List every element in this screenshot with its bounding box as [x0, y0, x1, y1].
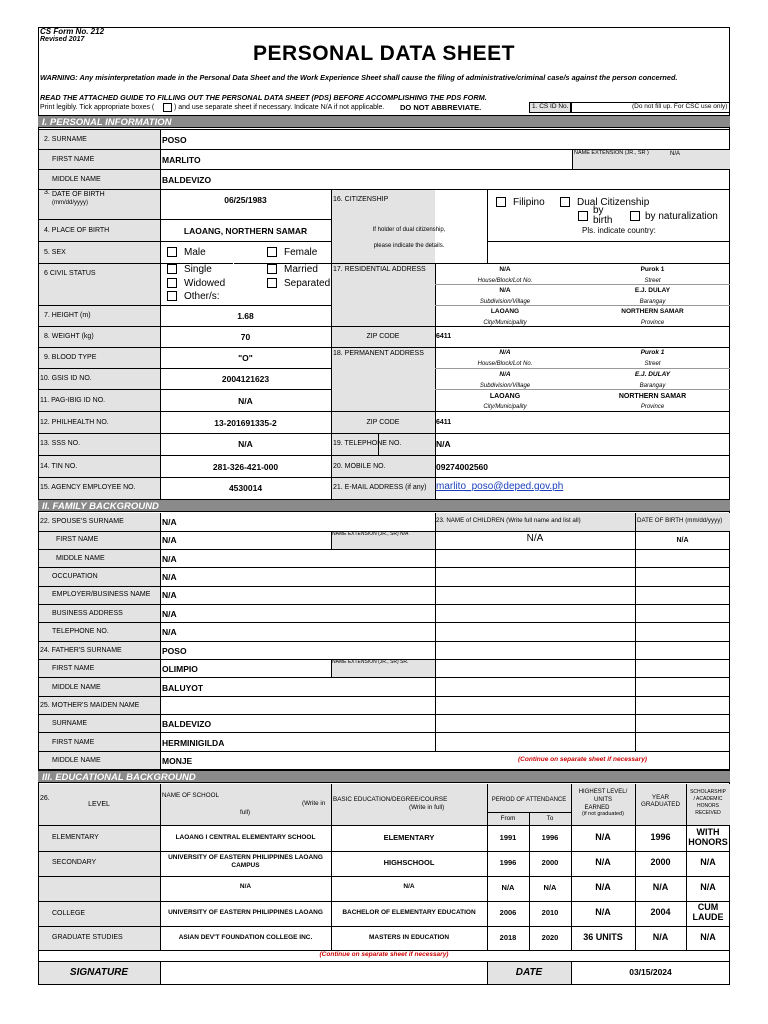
dual-citizenship-checkbox[interactable] [560, 197, 570, 207]
scholarship-header-b: / ACADEMIC [693, 796, 723, 802]
course-cell[interactable]: ELEMENTARY [383, 833, 435, 842]
occupation-label: OCCUPATION [52, 573, 98, 580]
units-cell[interactable]: N/A [595, 832, 611, 842]
agency-employee-label: 15. AGENCY EMPLOYEE NO. [40, 484, 136, 491]
philhealth-value[interactable]: 13-201691335-2 [214, 418, 277, 428]
pagibig-value[interactable]: N/A [238, 396, 253, 406]
perm-city-value[interactable]: LAOANG [489, 393, 521, 400]
father-surname-label: 24. FATHER'S SURNAME [40, 647, 122, 654]
filipino-label: Filipino [513, 197, 545, 208]
sex-label: 5. SEX [44, 249, 66, 256]
perm-barangay-caption: Barangay [639, 383, 666, 389]
weight-value[interactable]: 70 [240, 332, 251, 342]
mother-surname-label: SURNAME [52, 720, 88, 727]
res-barangay-caption: Barangay [639, 299, 666, 305]
res-street-caption: Street [644, 278, 661, 284]
year-cell[interactable]: 2004 [650, 907, 671, 917]
from-cell[interactable]: 2006 [499, 908, 517, 917]
father-surname-value[interactable]: POSO [162, 646, 187, 656]
height-label: 7. HEIGHT (m) [44, 312, 91, 319]
res-subdiv-value[interactable]: N/A [499, 287, 511, 294]
education-continue-note: (Continue on separate sheet if necessary) [319, 951, 449, 958]
by-birth-checkbox[interactable] [578, 211, 588, 221]
no-abbrev-text: DO NOT ABBREVIATE. [400, 103, 482, 112]
perm-zip-label: ZIP CODE [366, 419, 400, 426]
others-checkbox[interactable] [167, 291, 177, 301]
scholarship-header-d: RECEIVED [695, 810, 721, 816]
honors-cell-line2[interactable]: LAUDE [692, 912, 724, 922]
spouse-first-label: FIRST NAME [56, 536, 99, 543]
single-label: Single [184, 264, 212, 275]
res-zip-value[interactable]: 6411 [436, 333, 452, 340]
to-cell[interactable]: 2010 [541, 908, 559, 917]
name-extension-value[interactable]: N/A [670, 151, 681, 157]
level-cell: GRADUATE STUDIES [52, 934, 123, 941]
civil-status-label: 6 CIVIL STATUS [44, 270, 96, 277]
email-link[interactable]: marlito_poso@deped.gov.ph [436, 481, 564, 492]
mother-surname-value[interactable]: BALDEVIZO [162, 719, 212, 729]
from-cell[interactable]: 1996 [499, 858, 517, 867]
level-header: LEVEL [88, 801, 110, 808]
honors-cell[interactable]: CUM [697, 902, 719, 912]
spouse-extension-label: NAME EXTENSION (JR., SR) N/A [332, 531, 409, 537]
by-naturalization-checkbox[interactable] [630, 211, 640, 221]
level-cell: SECONDARY [52, 859, 97, 866]
tick-sample-box [163, 103, 172, 112]
section-family-header: II. FAMILY BACKGROUND [38, 499, 730, 512]
male-checkbox[interactable] [167, 247, 177, 257]
male-label: Male [184, 247, 206, 258]
school-cell[interactable]: ASIAN DEV'T FOUNDATION COLLEGE INC. [178, 934, 313, 941]
perm-province-caption: Province [640, 404, 665, 410]
female-label: Female [284, 247, 318, 258]
to-cell[interactable]: 2020 [541, 933, 559, 942]
scholarship-header-c: HONORS [697, 803, 719, 809]
res-subdiv-caption: Subdivision/Village [479, 299, 531, 305]
perm-subdiv-value[interactable]: N/A [499, 371, 511, 378]
dual-note-1: If holder of dual citizenship, [372, 227, 446, 233]
spouse-telephone-label: TELEPHONE NO. [52, 628, 109, 635]
res-zip-label: ZIP CODE [366, 333, 400, 340]
father-extension-label: NAME EXTENSION (JR., SR) SR. [332, 659, 409, 665]
cs-id-note: (Do not fill up. For CSC use only) [632, 103, 728, 110]
perm-street-value[interactable]: Purok 1 [640, 349, 665, 356]
dual-note-2: please indicate the details. [373, 243, 445, 249]
blood-type-label: 9. BLOOD TYPE [44, 354, 97, 361]
year-cell[interactable]: 2000 [650, 857, 671, 867]
business-address-value[interactable]: N/A [162, 609, 177, 619]
mother-middle-label: MIDDLE NAME [52, 757, 101, 764]
children-dob-label: DATE OF BIRTH (mm/dd/yyyy) [637, 517, 723, 524]
business-address-label: BUSINESS ADDRESS [52, 610, 123, 617]
school-cell[interactable]: N/A [239, 883, 252, 890]
widowed-checkbox[interactable] [167, 278, 177, 288]
year-cell[interactable]: N/A [652, 932, 669, 942]
gsis-value[interactable]: 2004121623 [221, 374, 270, 384]
period-header: PERIOD OF ATTENDANCE [491, 797, 567, 803]
signature-label: SIGNATURE [69, 967, 129, 978]
female-checkbox[interactable] [267, 247, 277, 257]
mother-first-value[interactable]: HERMINIGILDA [162, 738, 225, 748]
dob-number: 3. [44, 189, 50, 196]
date-label: DATE [515, 967, 543, 978]
perm-house-caption: House/Block/Lot No. [477, 361, 533, 367]
res-barangay-value[interactable]: E.J. DULAY [634, 287, 671, 294]
from-cell[interactable]: 2018 [499, 933, 517, 942]
middle-name-value[interactable]: BALDEVIZO [162, 175, 212, 185]
perm-zip-value[interactable]: 6411 [436, 419, 452, 426]
course-header-a: BASIC EDUCATION/DEGREE/COURSE [333, 796, 448, 803]
to-cell[interactable]: N/A [543, 883, 557, 892]
res-city-caption: City/Municipality [483, 320, 527, 326]
units-cell[interactable]: N/A [595, 882, 611, 892]
page-title: PERSONAL DATA SHEET [253, 42, 515, 65]
print-note-a: Print legibly. Tick appropriate boxes ( [40, 104, 155, 111]
father-middle-value[interactable]: BALUYOT [162, 683, 204, 693]
level-cell: COLLEGE [52, 910, 86, 917]
email-label: 21. E-MAIL ADDRESS (if any) [333, 484, 427, 491]
units-cell[interactable]: N/A [595, 857, 611, 867]
place-of-birth-value[interactable]: LAOANG, NORTHERN SAMAR [183, 226, 308, 236]
father-first-value[interactable]: OLIMPIO [162, 664, 198, 674]
to-header: To [546, 815, 554, 822]
others-label: Other/s: [184, 291, 220, 302]
residential-address-label: 17. RESIDENTIAL ADDRESS [333, 266, 426, 273]
perm-barangay-value[interactable]: E.J. DULAY [634, 371, 671, 378]
res-street-value[interactable]: Purok 1 [640, 266, 665, 273]
res-house-caption: House/Block/Lot No. [477, 278, 533, 284]
signature-field[interactable] [161, 962, 487, 984]
res-house-value[interactable]: N/A [499, 266, 511, 273]
form-number: CS Form No. 212 [40, 27, 105, 36]
spouse-middle-label: MIDDLE NAME [56, 555, 105, 562]
married-label: Married [284, 264, 318, 275]
dob-value[interactable]: 06/25/1983 [224, 195, 267, 205]
perm-city-caption: City/Municipality [483, 404, 527, 410]
school-header-b: (Write in [302, 800, 326, 807]
blood-type-value[interactable]: "O" [238, 353, 253, 363]
surname-label: 2. SURNAME [44, 136, 87, 143]
school-header-a: NAME OF SCHOOL [162, 792, 220, 799]
telephone-label: 19. TELEPHONE NO. [333, 440, 402, 447]
school-cell[interactable]: UNIVERSITY OF EASTERN PHILIPPINES LAOANG [168, 854, 323, 861]
tin-value[interactable]: 281-326-421-000 [212, 462, 279, 472]
height-value[interactable]: 1.68 [237, 311, 254, 321]
perm-subdiv-caption: Subdivision/Village [479, 383, 531, 389]
gsis-label: 10. GSIS ID NO. [40, 375, 92, 382]
family-continue-note: (Continue on separate sheet if necessary) [518, 756, 647, 763]
child-dob-value[interactable]: N/A [676, 537, 689, 544]
widowed-label: Widowed [184, 278, 226, 289]
year-cell[interactable]: N/A [652, 882, 669, 892]
name-extension-label: NAME EXTENSION (JR., SR ) [574, 150, 649, 156]
perm-street-caption: Street [644, 361, 661, 367]
level-cell: ELEMENTARY [52, 834, 99, 841]
perm-province-value[interactable]: NORTHERN SAMAR [618, 393, 687, 400]
mother-middle-value[interactable]: MONJE [162, 756, 193, 766]
course-cell[interactable]: N/A [403, 883, 415, 890]
year-cell[interactable]: 1996 [650, 832, 671, 842]
to-cell[interactable]: 2000 [541, 858, 559, 867]
cs-id-label: 1. CS ID No. [532, 103, 569, 110]
spouse-surname-label: 22. SPOUSE'S SURNAME [40, 518, 124, 525]
dob-format: (mm/dd/yyyy) [52, 200, 88, 206]
date-value[interactable]: 03/15/2024 [629, 967, 672, 977]
married-checkbox[interactable] [267, 264, 277, 274]
from-cell[interactable]: N/A [501, 883, 515, 892]
units-cell[interactable]: N/A [595, 907, 611, 917]
course-header-b: (Write in full) [409, 804, 445, 811]
by-birth-label: birth [593, 215, 613, 226]
pagibig-label: 11. PAG-IBIG ID NO. [40, 397, 106, 404]
occupation-value[interactable]: N/A [162, 572, 177, 582]
sss-value[interactable]: N/A [238, 439, 253, 449]
section-personal-header: I. PERSONAL INFORMATION [38, 115, 730, 128]
mobile-value[interactable]: 09274002560 [436, 462, 489, 472]
telephone-value[interactable]: N/A [436, 439, 451, 449]
honors-cell-line2[interactable]: HONORS [688, 837, 728, 847]
separated-checkbox[interactable] [267, 278, 277, 288]
sss-label: 13. SSS NO. [40, 440, 81, 447]
father-first-label: FIRST NAME [52, 665, 95, 672]
weight-label: 8. WEIGHT (kg) [44, 333, 94, 340]
honors-cell[interactable]: WITH [696, 827, 720, 837]
units-cell[interactable]: 36 UNITS [583, 932, 623, 942]
separated-label: Separated [284, 278, 331, 289]
agency-employee-value[interactable]: 4530014 [228, 483, 263, 493]
course-cell[interactable]: BACHELOR OF ELEMENTARY EDUCATION [342, 909, 476, 916]
surname-value[interactable]: POSO [162, 135, 187, 145]
form-revision: Revised 2017 [40, 36, 85, 43]
tin-label: 14. TIN NO. [40, 463, 78, 470]
units-header-a: HIGHEST LEVEL/ [578, 789, 628, 795]
from-header: From [500, 815, 516, 822]
spouse-middle-value[interactable]: N/A [162, 554, 177, 564]
father-middle-label: MIDDLE NAME [52, 684, 101, 691]
res-city-value[interactable]: LAOANG [490, 308, 520, 315]
warning-text: WARNING: Any misinterpretation made in the Personal Data Sheet and the Work Experience Sheet shall cause the filing of administrative/criminal case/s against the person concerned. [40, 73, 678, 82]
units-header-c: EARNED [584, 805, 610, 811]
honors-cell[interactable]: N/A [700, 882, 716, 892]
by-birth-by: by [593, 205, 604, 216]
mother-first-label: FIRST NAME [52, 739, 95, 746]
employer-label: EMPLOYER/BUSINESS NAME [52, 591, 151, 598]
course-cell[interactable]: MASTERS IN EDUCATION [368, 934, 450, 941]
child-name-value[interactable]: N/A [526, 533, 544, 544]
place-of-birth-label: 4. PLACE OF BIRTH [44, 227, 110, 234]
first-name-value[interactable]: MARLITO [162, 155, 201, 165]
section-education-header: III. EDUCATIONAL BACKGROUND [38, 770, 730, 783]
education-number: 26. [40, 795, 50, 802]
year-header-a: YEAR [651, 794, 670, 801]
citizenship-label: 16. CITIZENSHIP [333, 196, 389, 203]
units-header-b: UNITS [594, 797, 612, 803]
honors-cell[interactable]: N/A [700, 932, 716, 942]
school-header-c: full) [240, 809, 251, 816]
mobile-label: 20. MOBILE NO. [333, 463, 386, 470]
spouse-surname-value[interactable]: N/A [162, 517, 177, 527]
school-cell-line2[interactable]: CAMPUS [231, 862, 260, 869]
school-cell[interactable]: UNIVERSITY OF EASTERN PHILIPPINES LAOANG [168, 909, 323, 916]
year-header-b: GRADUATED [640, 801, 681, 808]
first-name-label: FIRST NAME [52, 156, 95, 163]
print-note-b: ) and use separate sheet if necessary. Indicate N/A if not applicable. [174, 104, 385, 111]
permanent-address-label: 18. PERMANENT ADDRESS [333, 350, 424, 357]
employer-value[interactable]: N/A [162, 590, 177, 600]
units-header-d: (if not graduated) [582, 811, 624, 817]
scholarship-header-a: SCHOLARSHIP [690, 789, 726, 795]
spouse-first-value[interactable]: N/A [162, 535, 177, 545]
res-province-value[interactable]: NORTHERN SAMAR [621, 308, 684, 315]
guide-text: READ THE ATTACHED GUIDE TO FILLING OUT THE PERSONAL DATA SHEET (PDS) BEFORE ACCOMPLISHING THE PDS FORM. [40, 93, 487, 102]
dob-label: DATE OF BIRTH [52, 191, 105, 198]
to-cell[interactable]: 1996 [541, 833, 559, 842]
philhealth-label: 12. PHILHEALTH NO. [40, 419, 109, 426]
school-cell[interactable]: LAOANG I CENTRAL ELEMENTARY SCHOOL [175, 834, 316, 841]
spouse-telephone-value[interactable]: N/A [162, 627, 177, 637]
middle-name-label: MIDDLE NAME [52, 176, 101, 183]
perm-house-value[interactable]: N/A [499, 349, 511, 356]
filipino-checkbox[interactable] [496, 197, 506, 207]
children-label: 23. NAME of CHILDREN (Write full name and list all) [436, 517, 581, 524]
from-cell[interactable]: 1991 [499, 833, 517, 842]
by-naturalization-label: by naturalization [645, 211, 718, 222]
dual-citizenship-label: Dual Citizenship [577, 197, 650, 208]
single-checkbox[interactable] [167, 264, 177, 274]
res-province-caption: Province [640, 320, 665, 326]
course-cell[interactable]: HIGHSCHOOL [383, 858, 435, 867]
honors-cell[interactable]: N/A [700, 857, 716, 867]
country-label: Pls. indicate country: [582, 226, 656, 235]
mother-maiden-label: 25. MOTHER'S MAIDEN NAME [40, 702, 140, 709]
